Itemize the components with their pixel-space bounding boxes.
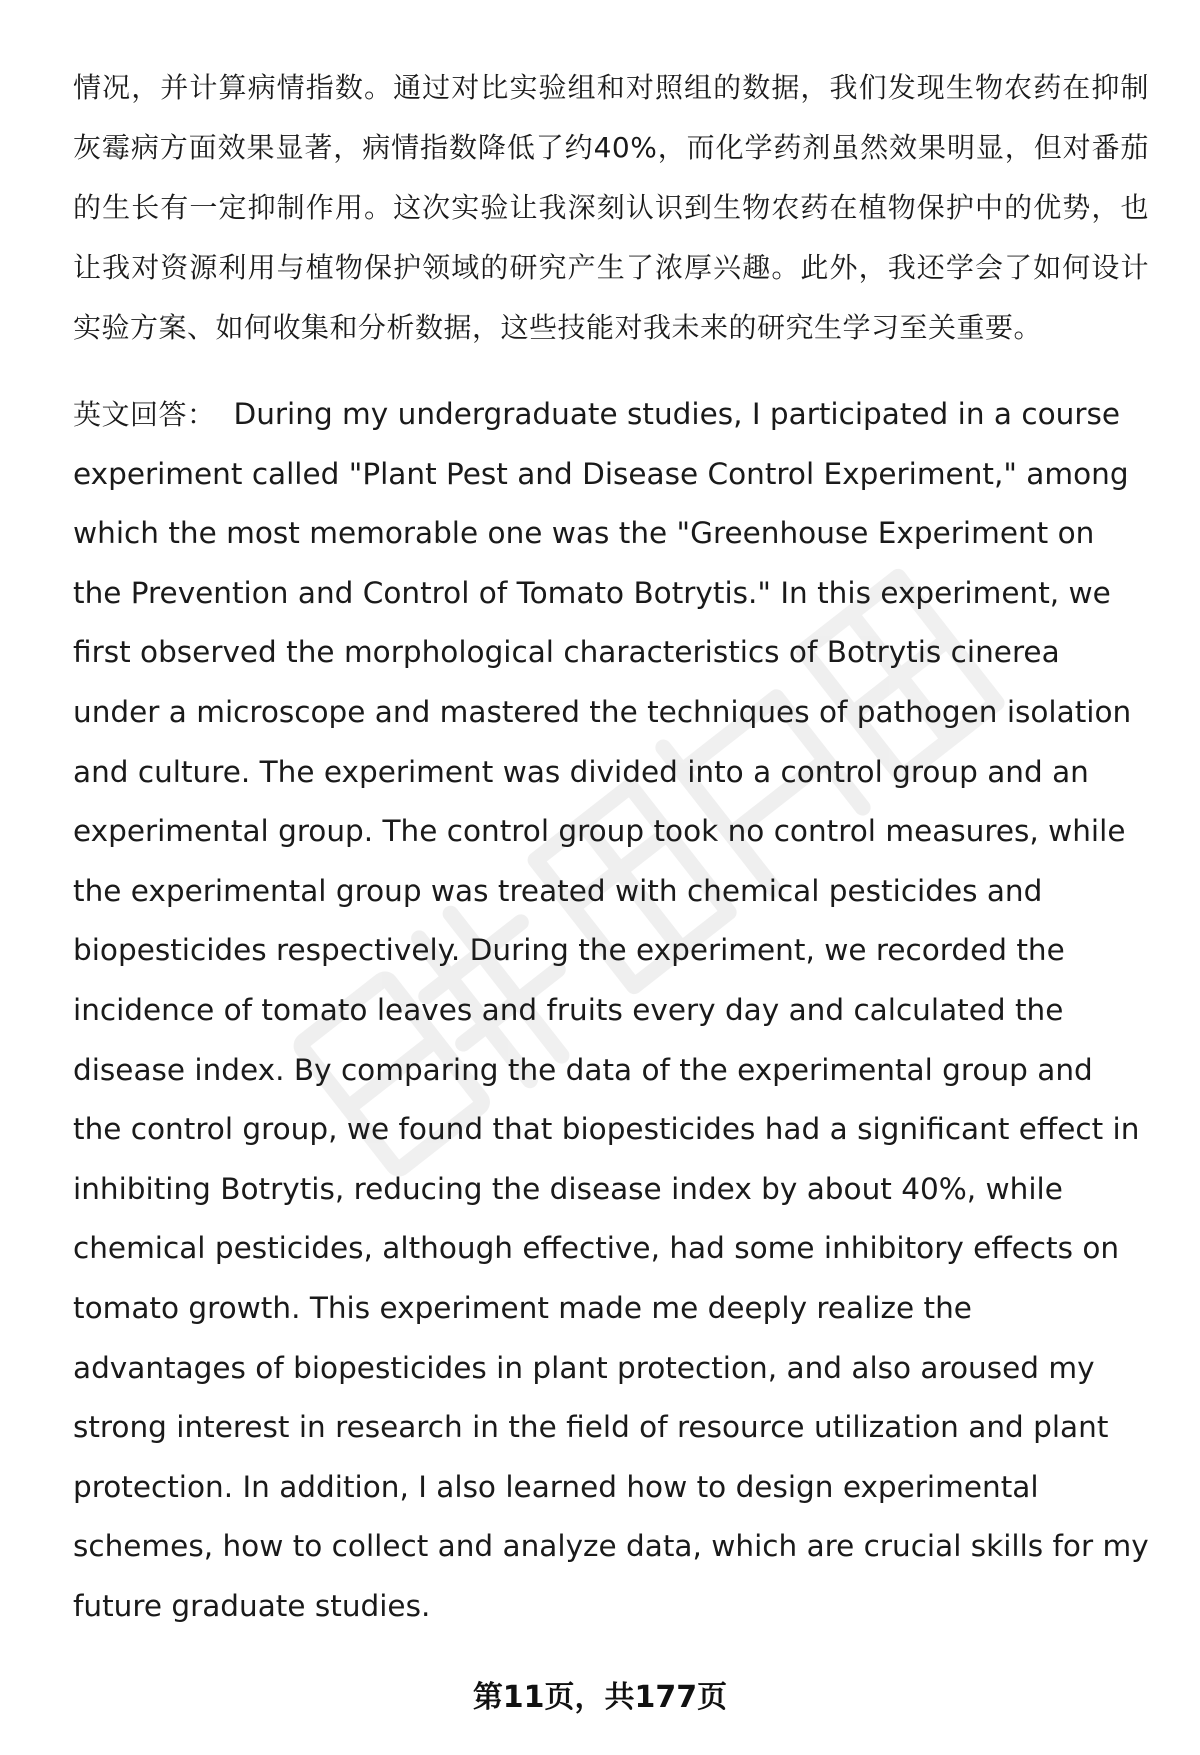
- page-number-footer: 第11页，共177页: [472, 1680, 728, 1715]
- english-answer-text: During my undergraduate studies, I participated in a course experiment called "Plant Pest and Disease Control Experiment," among which the most memorable one was the "Greenhouse Experiment on the Prevention and Control of Tomato Botrytis." In this experiment, we first observed the morphological characteristics of Botrytis cinerea under a microscope and mastered the techniques of pathogen isolation and culture. The experiment was divided into a control group and an experimental group. The control group took no control measures, while the experimental group was treated with chemical pesticides and biopesticides respectively. During the experiment, we recorded the incidence of tomato leaves and fruits every day and calculated the disease index. By comparing the data of the experimental group and the control group, we found that biopesticides had a significant effect in inhibiting Botrytis, reducing the disease index by about 40%, while chemical pesticides, although effective, had some inhibitory effects on tomato growth. This experiment made me deeply realize the advantages of biopesticides in plant protection, and also aroused my strong interest in research in the field of resource utilization and plant protection. In addition, I also learned how to design experimental schemes, how to collect and analyze data, which are crucial skills for my future graduate studies.: [73, 397, 1149, 1623]
- english-answer-label: 英文回答：: [73, 398, 216, 431]
- chinese-answer-paragraph: 情况，并计算病情指数。通过对比实验组和对照组的数据，我们发现生物农药在抑制灰霉病方面效果显著，病情指数降低了约40%，而化学药剂虽然效果明显，但对番茄的生长有一定抑制作用。这次实验让我深刻认识到生物农药在植物保护中的优势，也让我对资源利用与植物保护领域的研究产生了浓厚兴趣。此外，我还学会了如何设计实验方案、如何收集和分析数据，这些技能对我未来的研究生学习至关重要。: [73, 71, 1149, 344]
- english-answer-paragraph: [73, 385, 1149, 1636]
- page-content: [73, 58, 1149, 1636]
